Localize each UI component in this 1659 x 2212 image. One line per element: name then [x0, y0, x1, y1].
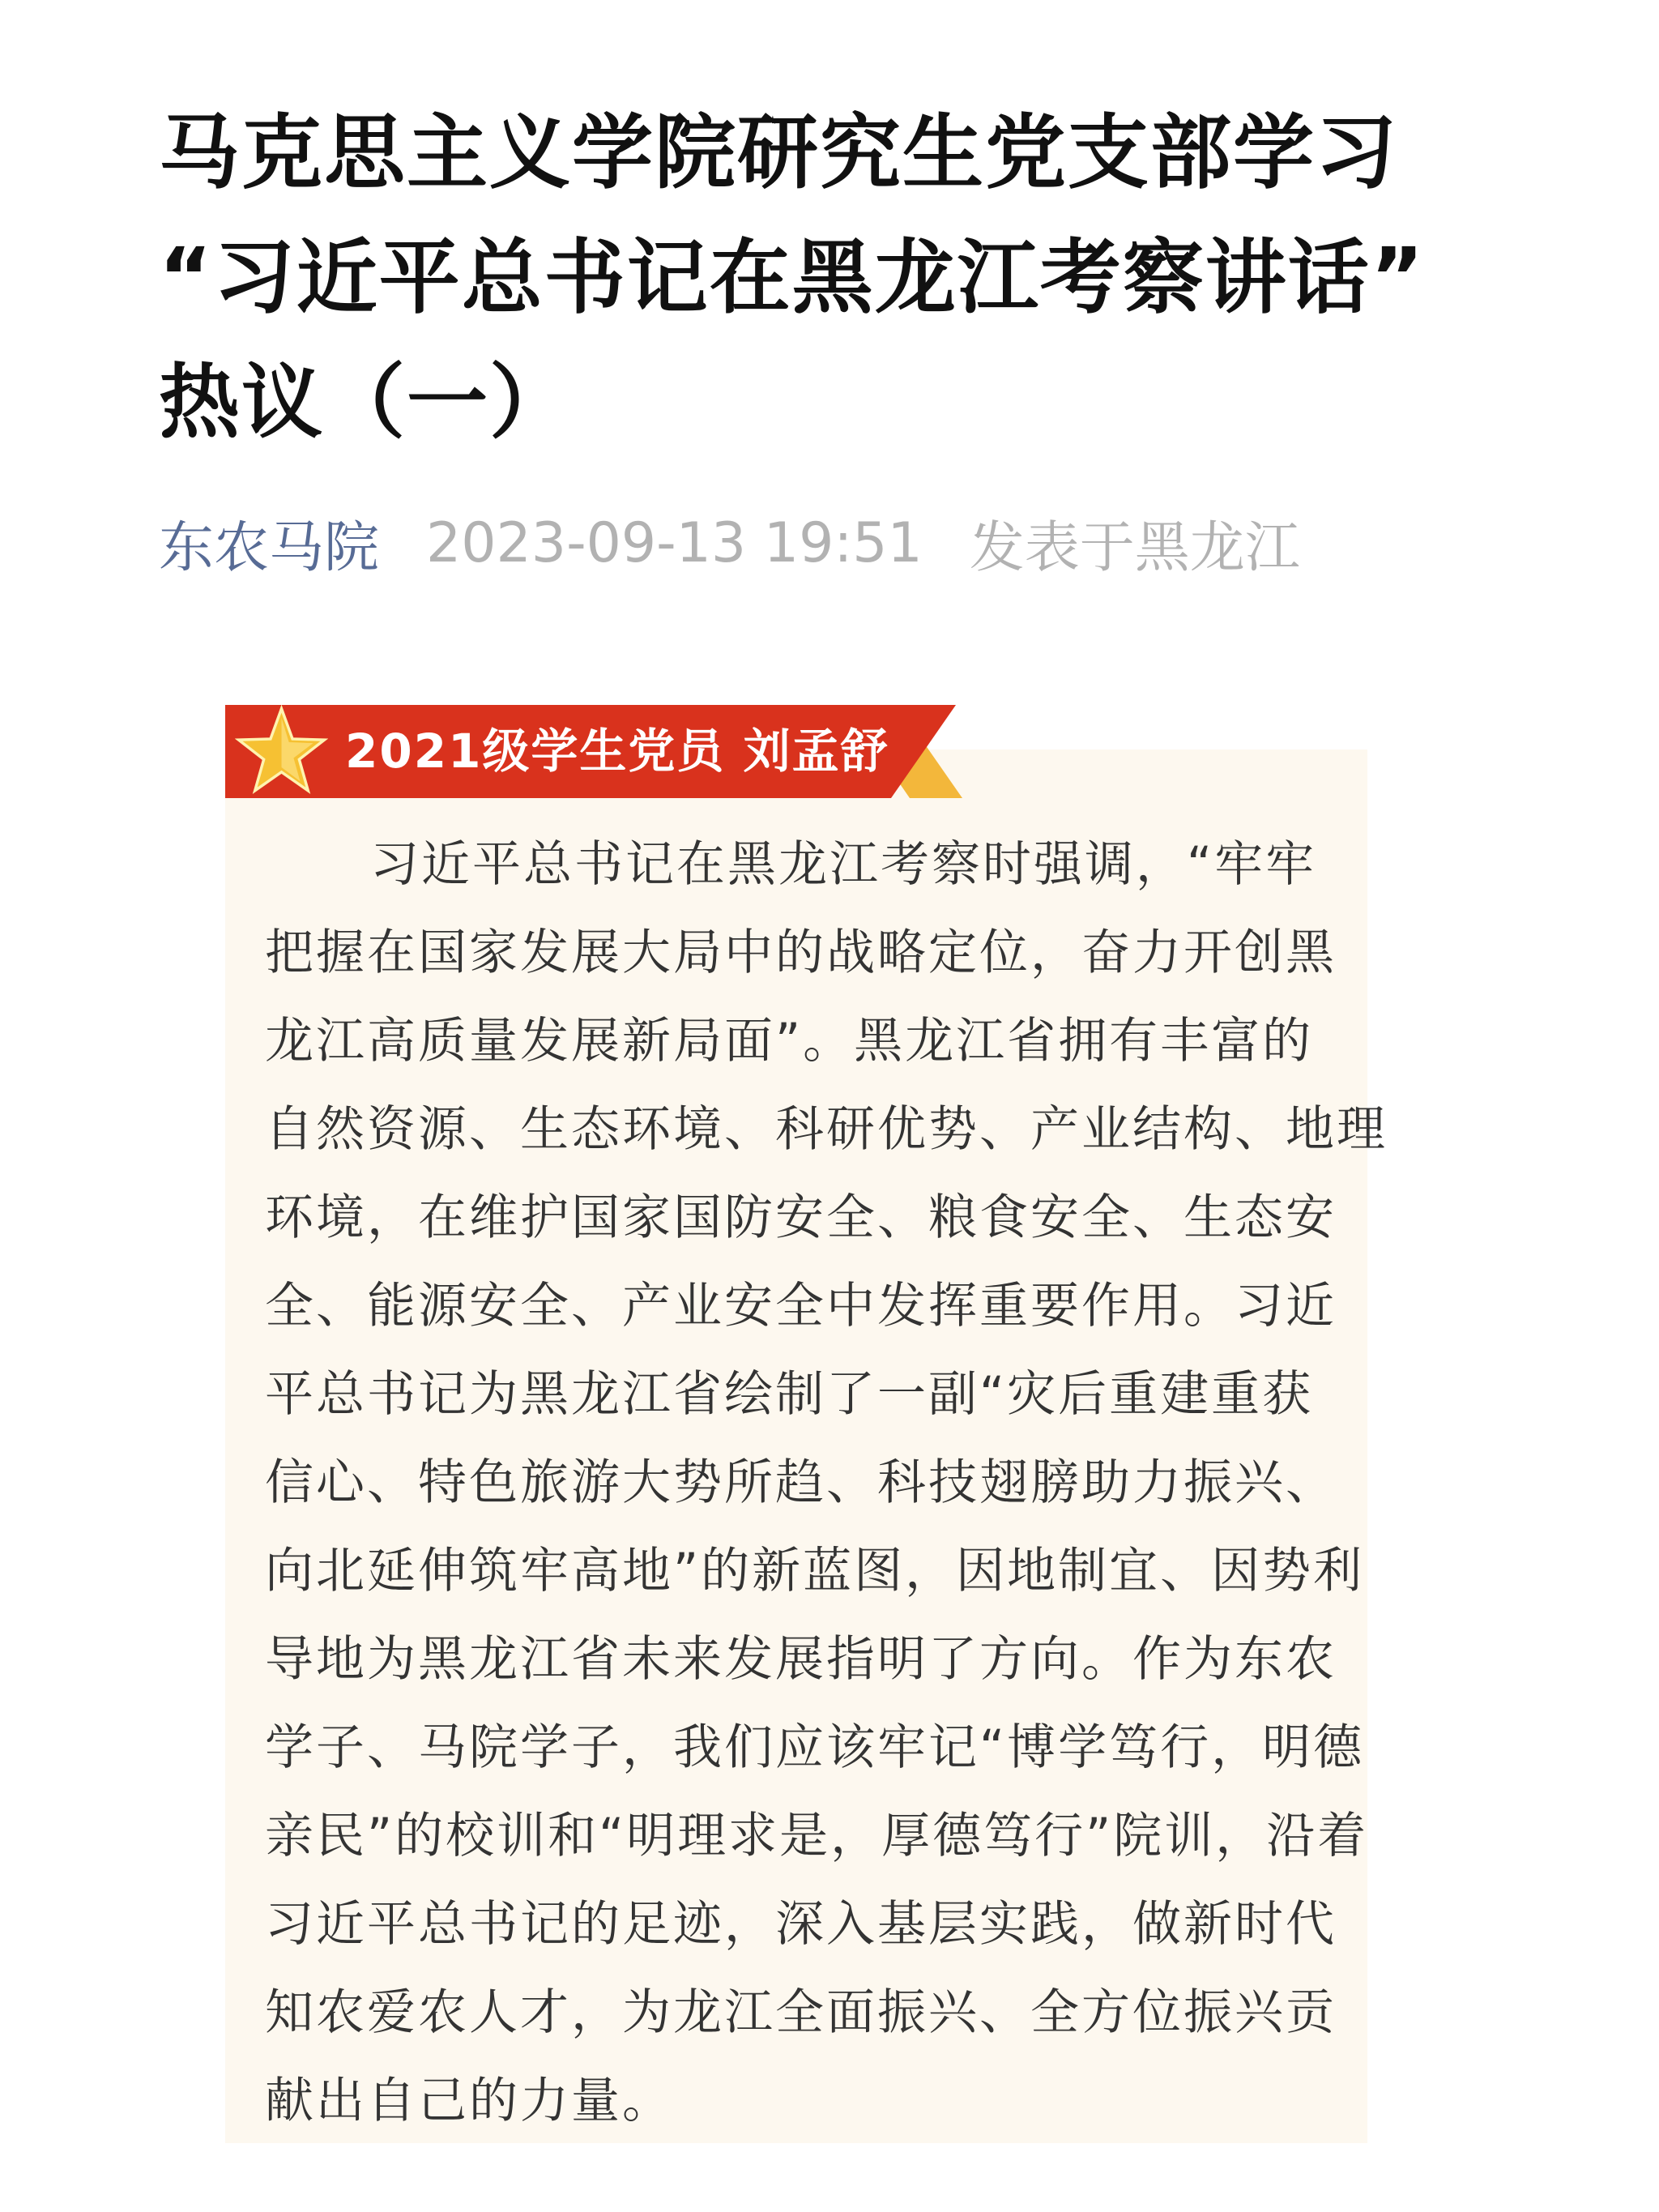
author-link[interactable]: 东农马院	[159, 515, 380, 580]
body-line: 导地为黑龙江省未来发展指明了方向。作为东农	[265, 1631, 1337, 1688]
section-banner	[225, 705, 962, 798]
publish-location: 发表于黑龙江	[969, 515, 1300, 580]
body-line: 习近平总书记的足迹，深入基层实践，做新时代	[265, 1896, 1337, 1953]
body-line: 自然资源、生态环境、科研优势、产业结构、地理	[265, 1101, 1388, 1158]
body-line: 知农爱农人才，为龙江全面振兴、全方位振兴贡	[265, 1984, 1337, 2041]
body-line: 全、能源安全、产业安全中发挥重要作用。习近	[265, 1278, 1337, 1334]
star-icon	[235, 705, 328, 798]
body-line: 龙江高质量发展新局面”。黑龙江省拥有丰富的	[265, 1013, 1314, 1070]
article-title-line: 马克思主义学院研究生党支部学习	[159, 105, 1398, 200]
body-paragraph	[265, 821, 1388, 2146]
banner-label: 2021级学生党员 刘孟舒	[345, 724, 889, 779]
body-line: 向北延伸筑牢高地”的新蓝图，因地制宜、因势利	[265, 1543, 1365, 1599]
body-line: 环境，在维护国家国防安全、粮食安全、生态安	[265, 1189, 1337, 1246]
article-title-line: “习近平总书记在黑龙江考察讲话”	[159, 230, 1426, 325]
body-line: 亲民”的校训和“明理求是，厚德笃行”院训，沿着	[265, 1808, 1369, 1864]
body-line: 习近平总书记在黑龙江考察时强调，“牢牢	[370, 836, 1317, 893]
body-line: 信心、特色旅游大势所趋、科技翅膀助力振兴、	[265, 1454, 1337, 1511]
body-line: 把握在国家发展大局中的战略定位，奋力开创黑	[265, 925, 1337, 981]
publish-time: 2023-09-13 19:51	[426, 510, 923, 575]
article-title-line: 热议（一）	[159, 355, 572, 450]
body-line: 献出自己的力量。	[265, 2073, 673, 2129]
body-line: 平总书记为黑龙江省绘制了一副“灾后重建重获	[265, 1366, 1314, 1423]
article-meta	[159, 506, 1300, 579]
body-line: 学子、马院学子，我们应该牢记“博学笃行，明德	[265, 1719, 1365, 1776]
article-title	[159, 91, 1536, 465]
